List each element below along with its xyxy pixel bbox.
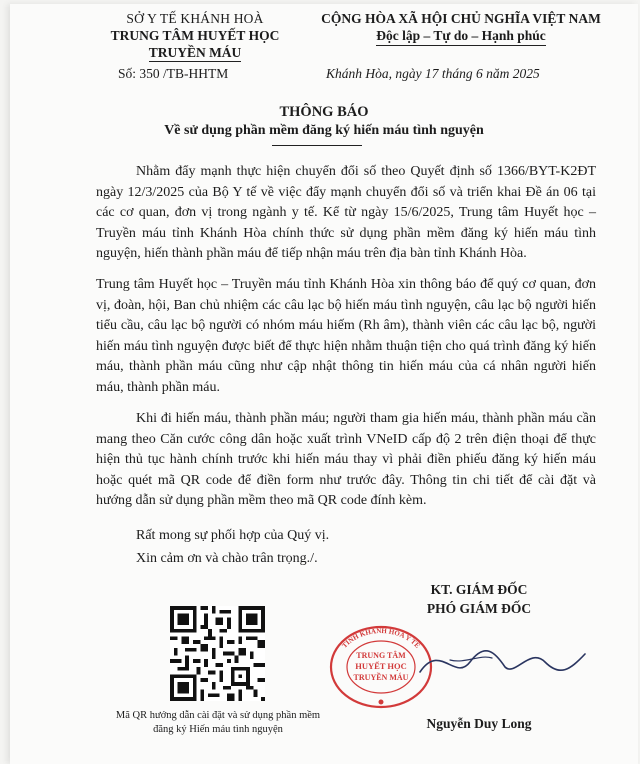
- qr-code-image[interactable]: [170, 606, 265, 701]
- national-motto: Độc lập – Tự do – Hạnh phúc: [376, 27, 546, 46]
- qr-caption: [110, 709, 326, 737]
- title-underline: [272, 145, 362, 146]
- signature-title-line1: KT. GIÁM ĐỐC: [430, 582, 528, 597]
- paragraph-text: Khi đi hiến máu, thành phần máu; người tham gia hiến máu, thành phần máu cần mang theo Căn cước công dân hoặc xuất trình VNeID cấp độ 2 trên điện thoại để thực hiện thủ tục hành chính trước khi hiến máu thay vì phải điền phiếu đăng ký hiến máu hoặc quét mã QR code để điền form như trước đây. Thông tin chi tiết để cài đặt và hướng dẫn sử dụng phần mềm theo mã QR code đính kèm.: [96, 411, 596, 509]
- star-icon: [379, 700, 384, 705]
- signer-name: Nguyễn Duy Long: [426, 716, 532, 731]
- stamp-line2: HUYẾT HỌC: [355, 661, 407, 671]
- document-number: Số: 350 /TB-HHTM: [118, 66, 229, 81]
- center-name-line2: TRUYỀN MÁU: [148, 45, 242, 60]
- paragraph-5: [136, 549, 596, 570]
- paragraph-text: Trung tâm Huyết học – Truyền máu tỉnh Khánh Hòa xin thông báo để quý cơ quan, đơn vị, đoàn, hội, Ban chủ nhiệm các câu lạc bộ hiến máu tình nguyện, câu lạc bộ người hiến tiểu cầu, câu lạc bộ người có nhóm máu hiếm (Rh âm), thành viên các câu lạc bộ, người hiến máu tình nguyện được biết để thực hiện nhằm thuận tiện cho quá trình đăng ký hiến máu, thành phần máu cũng như cập nhật thông tin hiến máu của cá nhân người hiến máu, thành phần máu.: [96, 277, 596, 395]
- paragraph-text: Rất mong sự phối hợp của Quý vị.: [136, 528, 330, 543]
- signature-title-line2: PHÓ GIÁM ĐỐC: [426, 601, 532, 616]
- paragraph-4: [136, 526, 596, 547]
- paragraph-3: [96, 409, 596, 512]
- national-header: [306, 10, 616, 46]
- paragraph-text: Xin cảm ơn và chào trân trọng./.: [136, 551, 318, 566]
- document-page: [10, 4, 638, 764]
- stamp-line3: TRUYỀN MÁU: [353, 673, 409, 682]
- document-subtitle: [10, 123, 638, 139]
- stamp-outer-text: TỈNH KHÁNH HÒA Y TẾ: [340, 626, 422, 650]
- paragraph-text: Nhằm đẩy mạnh thực hiện chuyển đổi số theo Quyết định số 1366/BYT-K2ĐT ngày 12/3/2025 của Bộ Y tế về việc đẩy mạnh chuyển đổi số và triển khai Đề án 06 tại các cơ quan, đơn vị trong ngành y tế. Kể từ ngày 15/6/2025, Trung tâm Huyết học – Truyền máu tỉnh Khánh Hòa chính thức sử dụng phần mềm đăng ký hiến máu tình nguyện, hiến thành phần máu để tiếp nhận máu trên địa bàn tỉnh Khánh Hòa.: [96, 164, 596, 262]
- nation-name: CỘNG HÒA XÃ HỘI CHỦ NGHĨA VIỆT NAM: [321, 11, 601, 26]
- signature-title: [404, 580, 554, 618]
- department-name: SỞ Y TẾ KHÁNH HOÀ: [126, 11, 264, 26]
- subtitle-text: Về sử dụng phần mềm đăng ký hiến máu tình nguyện: [164, 123, 484, 138]
- stamp-line1: TRUNG TÂM: [356, 651, 406, 660]
- qr-caption-line1: Mã QR hướng dẫn cài đặt và sử dụng phần mềm: [115, 710, 321, 721]
- paragraph-1: [96, 162, 596, 265]
- issue-date: Khánh Hòa, ngày 17 tháng 6 năm 2025: [326, 66, 540, 81]
- paragraph-2: [96, 275, 596, 399]
- qr-caption-line2: đăng ký Hiến máu tình nguyện: [153, 724, 283, 735]
- document-title: THÔNG BÁO: [279, 104, 369, 120]
- handwritten-signature: [410, 632, 590, 692]
- center-name-line1: TRUNG TÂM HUYẾT HỌC: [110, 28, 280, 43]
- issuer-header: [100, 10, 290, 62]
